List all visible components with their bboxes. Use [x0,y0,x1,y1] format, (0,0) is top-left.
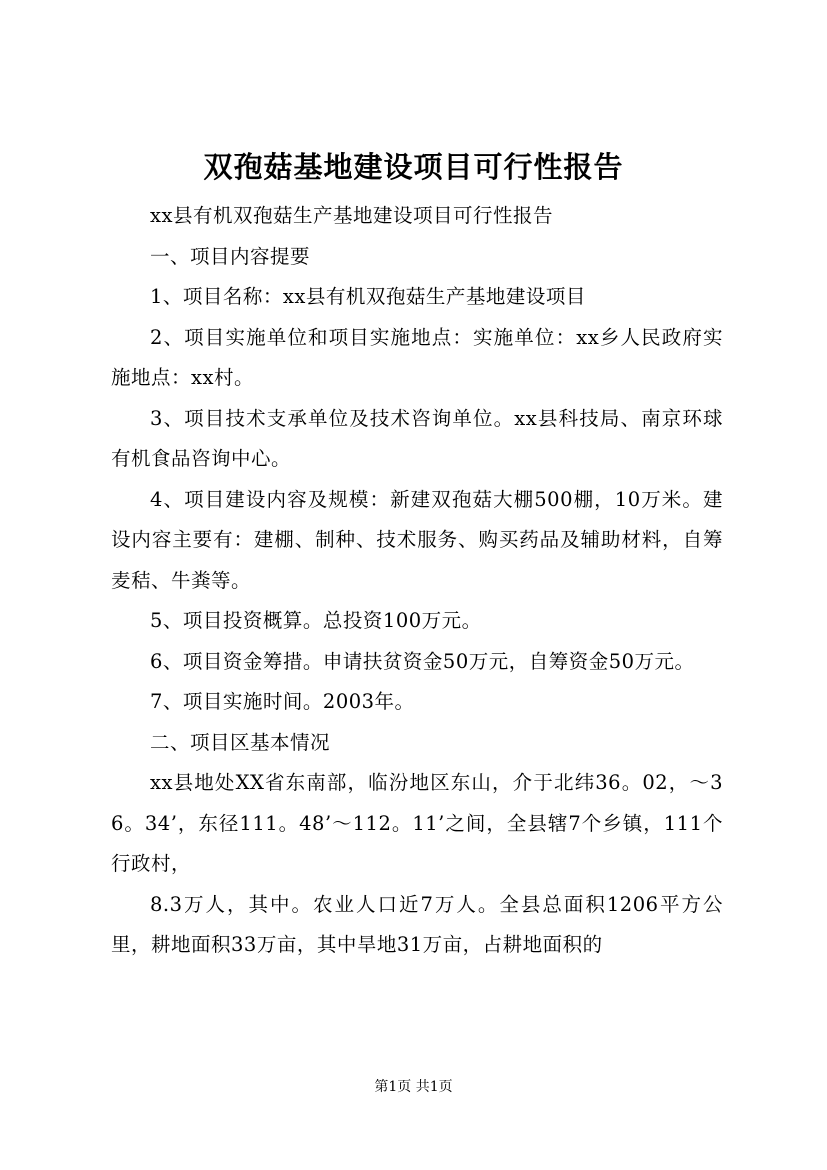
section-heading-2: 二、项目区基本情况 [150,730,331,754]
section-heading-1: 一、项目内容提要 [150,244,311,268]
document-body [111,196,723,966]
paragraph-subtitle: xx县有机双孢菇生产基地建设项目可行性报告 [150,204,553,227]
document-title: 双孢菇基地建设项目可行性报告 [203,150,624,184]
paragraph-technical-support: 3、项目技术支承单位及技术咨询单位。xx县科技局、南京环球有机食品咨询中心。 [111,406,723,470]
page-footer: 第1页 共1页 [374,1079,453,1095]
paragraph-implementation-time: 7、项目实施时间。2003年。 [150,690,415,713]
paragraph-construction-scope: 4、项目建设内容及规模：新建双孢菇大棚500棚，10万米。建设内容主要有：建棚、制种、技术服务、购买药品及辅助材料，自筹麦秸、牛粪等。 [111,487,723,592]
paragraph-fund-raising: 6、项目资金筹措。申请扶贫资金50万元，自筹资金50万元。 [150,649,695,673]
paragraph-population: 8.3万人，其中。农业人口近7万人。全县总面积1206平方公里，耕地面积33万亩，其中旱地31万亩，占耕地面积的 [111,892,723,956]
paragraph-project-name: 1、项目名称：xx县有机双孢菇生产基地建设项目 [150,285,586,308]
paragraph-implementing-unit: 2、项目实施单位和项目实施地点：实施单位：xx乡人民政府实施地点：xx村。 [111,325,723,389]
paragraph-location: xx县地处XX省东南部，临汾地区东山，介于北纬36。02，～36。34’，东径111。48’～112。11’之间，全县辖7个乡镇，111个行政村， [111,771,723,875]
paragraph-investment-estimate: 5、项目投资概算。总投资100万元。 [150,609,482,632]
